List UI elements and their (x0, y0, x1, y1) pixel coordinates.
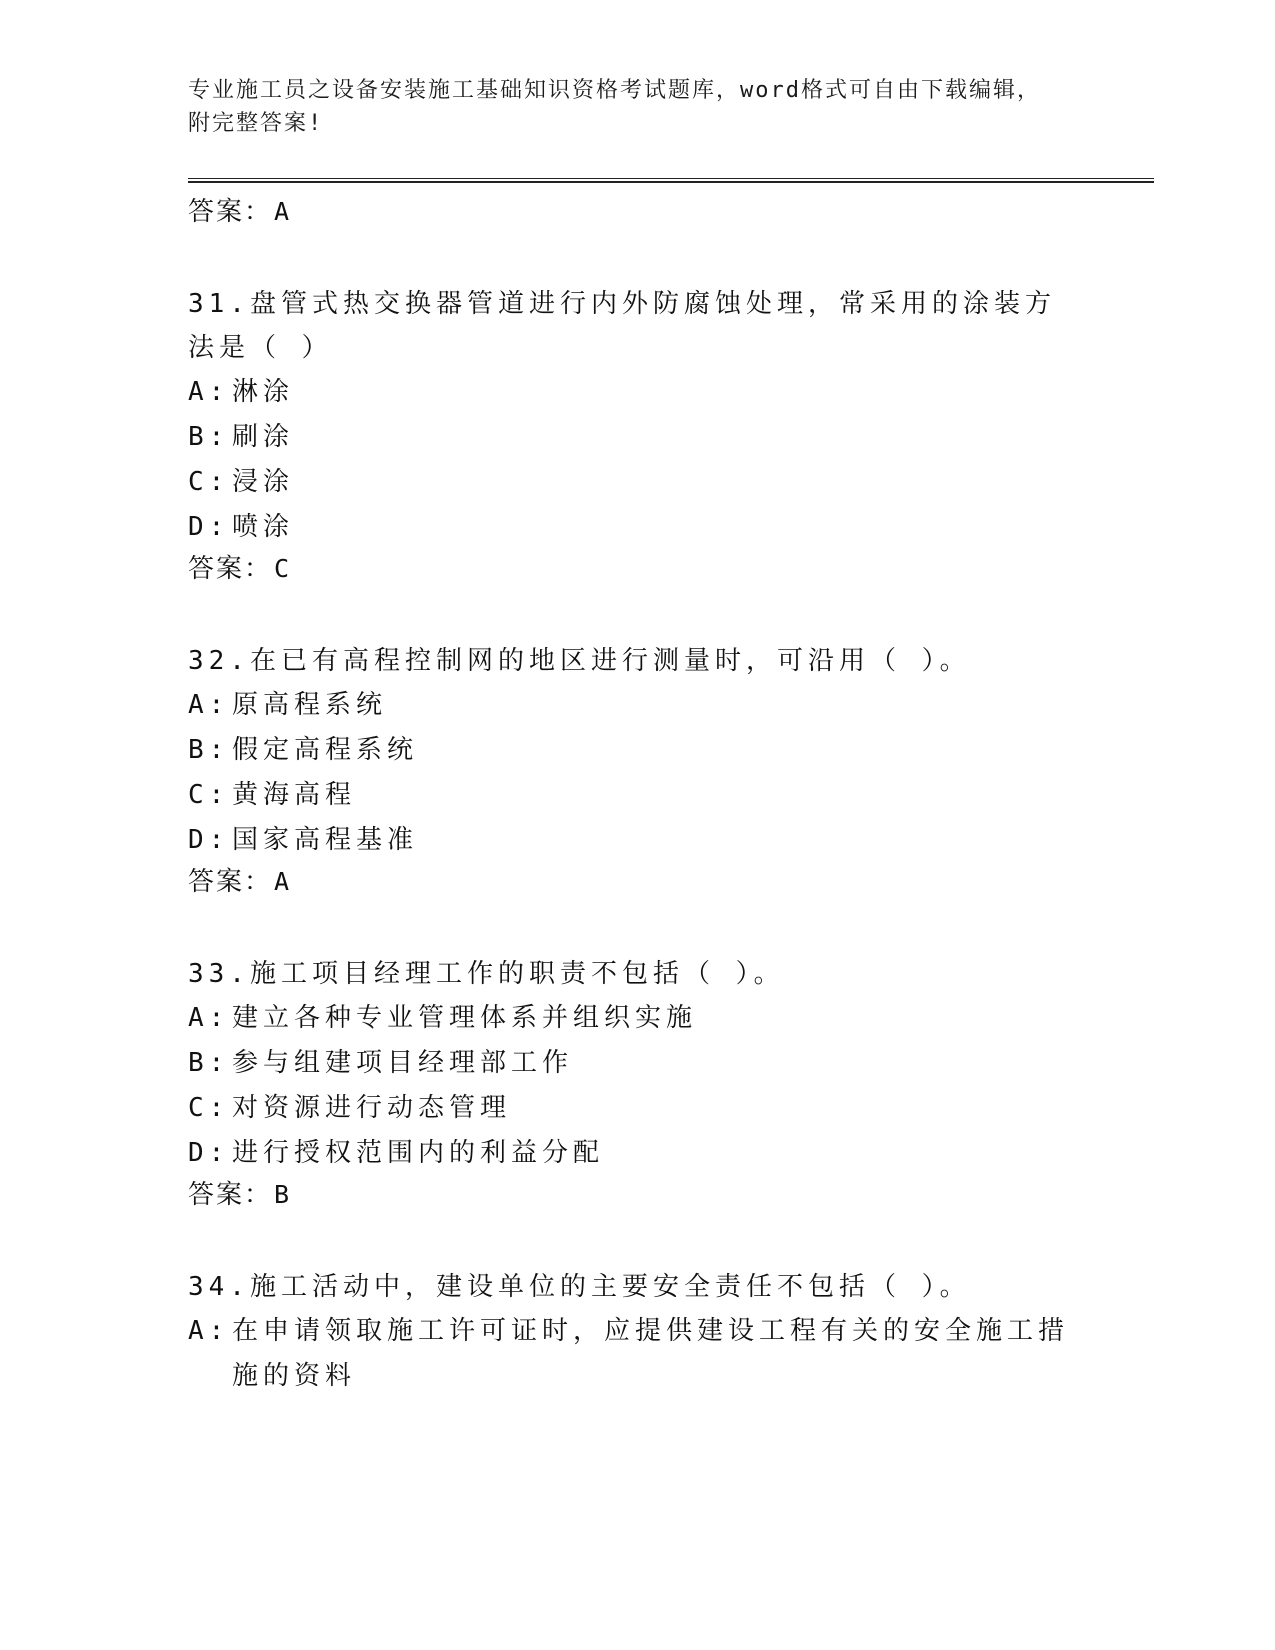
option-a (188, 370, 1108, 415)
option-text: 刷涂 (232, 422, 295, 452)
question-stem: 33.施工项目经理工作的职责不包括（ ）。 (188, 959, 785, 989)
question-34 (188, 1265, 1108, 1399)
question-31 (188, 282, 1108, 587)
option-key: A: (188, 690, 230, 720)
option-c (188, 460, 1108, 505)
option-b (188, 415, 1108, 460)
option-text: 假定高程系统 (232, 735, 419, 765)
option-key: A: (188, 1316, 230, 1346)
option-key: C: (188, 1093, 230, 1123)
option-text: 淋涂 (232, 377, 295, 407)
option-key: B: (188, 735, 230, 765)
header-line-2: 附完整答案! (188, 111, 324, 136)
answer-line (188, 194, 1108, 230)
answer-label: 答案： (188, 867, 273, 897)
option-d (188, 818, 1108, 863)
answer-value: A (274, 867, 292, 896)
option-d (188, 1131, 1108, 1176)
question-stem: 32.在已有高程控制网的地区进行测量时，可沿用（ ）。 (188, 646, 971, 676)
option-c (188, 773, 1108, 818)
option-key: C: (188, 467, 230, 497)
answer-value: C (274, 554, 292, 583)
option-key: B: (188, 422, 230, 452)
option-text: 浸涂 (232, 467, 295, 497)
option-key: C: (188, 780, 230, 810)
option-text: 喷涂 (232, 512, 295, 542)
option-key: D: (188, 512, 230, 542)
answer-label: 答案： (188, 554, 273, 584)
option-text: 参与组建项目经理部工作 (232, 1048, 574, 1078)
option-key: A: (188, 377, 230, 407)
answer-line (188, 864, 1108, 900)
option-text: 国家高程基准 (232, 825, 419, 855)
option-text: 原高程系统 (232, 690, 388, 720)
option-c (188, 1086, 1108, 1131)
document-header (188, 74, 1068, 140)
option-text: 建立各种专业管理体系并组织实施 (232, 1003, 698, 1033)
answer-line (188, 1177, 1108, 1213)
option-text: 进行授权范围内的利益分配 (232, 1138, 605, 1168)
option-text: 在申请领取施工许可证时，应提供建设工程有关的安全施工措施的资料 (232, 1316, 1070, 1391)
option-a (188, 1309, 1108, 1399)
option-key: D: (188, 1138, 230, 1168)
question-32 (188, 639, 1108, 900)
answer-label: 答案： (188, 1180, 273, 1210)
option-b (188, 1041, 1108, 1086)
option-b (188, 728, 1108, 773)
question-stem: 34.施工活动中，建设单位的主要安全责任不包括（ ）。 (188, 1272, 971, 1302)
option-a (188, 996, 1108, 1041)
question-stem: 31.盘管式热交换器管道进行内外防腐蚀处理，常采用的涂装方法是（ ） (188, 289, 1056, 363)
header-line-1: 专业施工员之设备安装施工基础知识资格考试题库，word格式可自由下载编辑， (188, 78, 1041, 103)
header-divider (188, 178, 1154, 183)
option-key: D: (188, 825, 230, 855)
answer-value: B (274, 1180, 292, 1209)
option-text: 对资源进行动态管理 (232, 1093, 512, 1123)
answer-label: 答案： (188, 197, 273, 227)
option-a (188, 683, 1108, 728)
option-key: B: (188, 1048, 230, 1078)
answer-value: A (274, 197, 292, 226)
document-body (188, 194, 1108, 1399)
option-text: 黄海高程 (232, 780, 357, 810)
question-33 (188, 952, 1108, 1213)
option-d (188, 505, 1108, 550)
answer-line (188, 551, 1108, 587)
option-key: A: (188, 1003, 230, 1033)
